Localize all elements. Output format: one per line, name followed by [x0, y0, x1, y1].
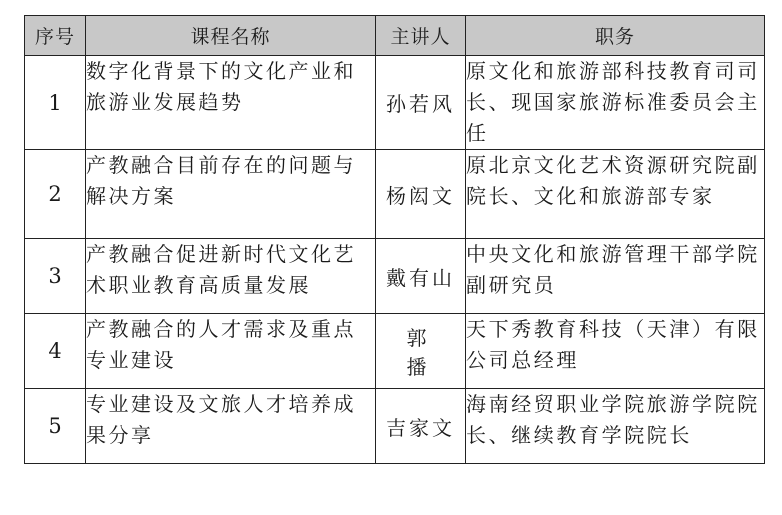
table-header [25, 16, 765, 56]
header-duty: 职务 [466, 16, 765, 56]
speaker-duty-text: 中央文化和旅游管理干部学院副研究员 [466, 242, 760, 297]
speaker-duty [466, 150, 765, 239]
row-number: 2 [25, 150, 86, 239]
row-number: 1 [25, 56, 86, 150]
header-row [25, 16, 765, 56]
table-row [25, 150, 765, 239]
course-name [86, 239, 376, 314]
course-name-text: 产教融合目前存在的问题与解决方案 [86, 153, 356, 208]
table-row [25, 389, 765, 464]
course-name-text: 数字化背景下的文化产业和旅游业发展趋势 [86, 59, 356, 114]
header-speaker: 主讲人 [376, 16, 466, 56]
speaker-name: 孙若风 [376, 56, 466, 150]
speaker-name: 戴有山 [376, 239, 466, 314]
row-number: 4 [25, 314, 86, 389]
speaker-name: 吉家文 [376, 389, 466, 464]
table-row [25, 56, 765, 150]
row-number: 3 [25, 239, 86, 314]
speaker-duty [466, 56, 765, 150]
table-body [25, 56, 765, 464]
table-row [25, 239, 765, 314]
table-row [25, 314, 765, 389]
course-name-text: 产教融合的人才需求及重点专业建设 [86, 317, 356, 372]
course-name [86, 389, 376, 464]
course-name [86, 314, 376, 389]
course-name-text: 产教融合促进新时代文化艺术职业教育高质量发展 [86, 242, 356, 297]
row-number: 5 [25, 389, 86, 464]
speaker-duty [466, 389, 765, 464]
speaker-duty-text: 天下秀教育科技（天津）有限公司总经理 [466, 317, 760, 372]
speaker-duty [466, 314, 765, 389]
course-name [86, 150, 376, 239]
speaker-duty-text: 原文化和旅游部科技教育司司长、现国家旅游标准委员会主任 [466, 59, 760, 145]
speaker-duty-text: 原北京文化艺术资源研究院副院长、文化和旅游部专家 [466, 153, 760, 208]
course-name [86, 56, 376, 150]
header-no: 序号 [25, 16, 86, 56]
speaker-duty-text: 海南经贸职业学院旅游学院院长、继续教育学院院长 [466, 392, 760, 447]
course-table [24, 15, 765, 464]
speaker-duty [466, 239, 765, 314]
speaker-name: 杨闳文 [376, 150, 466, 239]
course-name-text: 专业建设及文旅人才培养成果分享 [86, 392, 356, 447]
speaker-name: 郭 播 [376, 314, 466, 389]
header-course: 课程名称 [86, 16, 376, 56]
